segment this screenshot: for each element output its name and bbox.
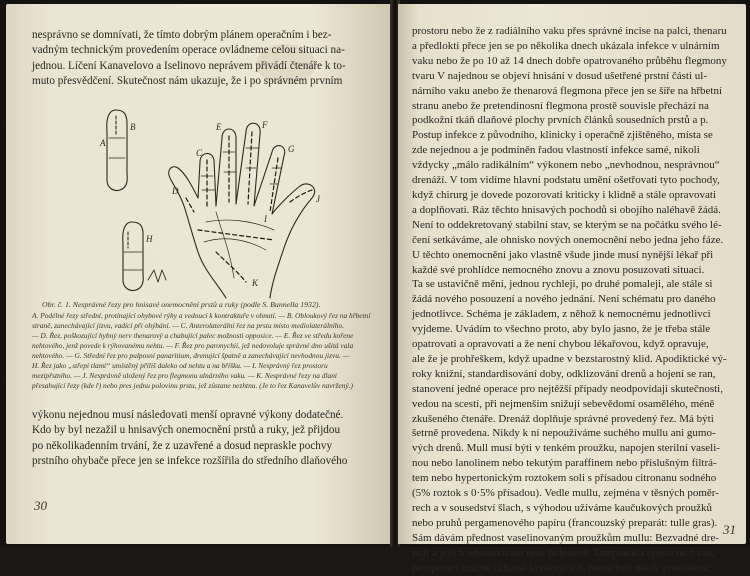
caption-line: přesahující řezy (kde ř) nebo pres jednu polovinu prstu, jež zůstane nezhtnu. (Je to řez Kanavelův navržený.): [32, 381, 353, 390]
caption-line: H. Řez jako „střepí tlamí“ umístěný příliš daleko od nehtu a na bříšku. — I. Nesprávný řez prostoru: [32, 361, 328, 370]
text-line: každé své prohlídce nemocného znovu a znovu posuzovati situaci.: [412, 263, 705, 276]
text-line: a předloktí přece jen se po několika dnech ukázala infekce v ulnárním: [412, 39, 720, 52]
text-line: prstního ohybače přece jen se infekce rozšířila do středního dlaňového: [32, 454, 348, 467]
right-paragraph: [412, 24, 742, 576]
text-line: drenáží. V tom vidíme hlavní podstatu umění ošetřovati tyto pochody,: [412, 174, 720, 187]
text-line: vadným technickým provedením operace ovládneme celou situaci na-: [32, 44, 345, 57]
left-page: [6, 4, 392, 544]
text-line: podkožní tkáň dlaňové plochy prvních článků sousedních prstů a p.: [412, 114, 709, 127]
text-line: opatrovati a opravovati a že není chybou lékařovou, když opravuje,: [412, 338, 709, 351]
text-line: Ta se ustavičně mění, jednou rychleji, po druhé pomaleji, ale stále si: [412, 278, 713, 291]
figure-label: K: [252, 278, 259, 288]
figure-label: J: [316, 194, 320, 204]
figure-label: C: [196, 148, 203, 158]
caption-line: mezipřstního. — J. Nesprávně uložený řez pro flegmonu ulnárního vaku. — K. Nesprávné řezy na dlani: [32, 371, 337, 380]
text-line: muto přesvědčení. Skutečnost nám ukazuje, že i po správném prvním: [32, 74, 343, 87]
text-line: nesprávno se domnívati, že tímto dobrým plánem operačním i bez-: [32, 29, 332, 41]
hand-incision-diagram-icon: [76, 102, 376, 298]
text-line: žádá nového posouzení a nového jednání. Není schématu pro daného: [412, 293, 716, 306]
text-line: tvaru V najednou se objeví hnisání v dosud ušetřené prstní části ul-: [412, 69, 708, 82]
figure-label: D: [172, 186, 179, 196]
text-line: U těchto onemocnění jako vlastně všude jinde musí nynější lékař při: [412, 248, 714, 261]
figure-caption: [32, 300, 370, 391]
text-line: nují a jejich odstraňování není bolestivé. Tamponáda operačních ran,: [412, 546, 715, 559]
hand-incision-figure: [76, 102, 376, 298]
left-top-paragraph: [32, 28, 370, 89]
text-line: prostoru nebo že z radiálního vaku přes správné incise na palci, thenaru: [412, 25, 727, 37]
text-line: Postup infekce z původního, klinicky i operačně zjištěného, místa se: [412, 129, 713, 142]
figure-label: H: [146, 234, 153, 244]
page-number-right: 31: [723, 522, 736, 537]
text-line: nou nebo lanolinem nebo tekutým paraffinem nebo příslušným filtrá-: [412, 457, 717, 470]
left-bottom-paragraph: [32, 408, 370, 469]
text-line: výkonu nejednou musí následovati menší opravné výkony dodatečné.: [32, 409, 344, 421]
text-line: vaku nebo že po 10 až 14 dnech dobře opatrovaného průběhu flegmony: [412, 54, 727, 67]
text-line: tem nebo hypertonickým roztokem soli s přísadou citronanu sodného: [412, 472, 717, 485]
caption-line: nehtového. — G. Střední řez pro pulposní panaritium, drenující špatně a zanechávající nevhodnou jizvu. —: [32, 351, 350, 360]
text-line: vých drenů. Mull musí býti v tenkém proužku, napojen sterilní vaseli-: [412, 442, 720, 455]
text-line: nebo pruhů pergamenového papíru (francouzský preparát: tulle gras).: [412, 516, 718, 529]
text-line: Kdo by byl nezažil u hnisavých onemocnění prstů a ruky, jež přijdou: [32, 424, 341, 437]
text-line: Není to oddekretovaný stabilní stav, se kterým se na počátku svého lé-: [412, 218, 722, 231]
caption-title: Obr. č. 1. Nesprávné řezy pro hnisavé onemocnění prstů a ruky (podle S. Bunnella 1932).: [42, 300, 321, 309]
right-page: [398, 4, 746, 574]
text-line: po několikadenním trvání, že z uzavřené a dosud nepraskle pochvy: [32, 439, 333, 452]
page-number-left: 30: [34, 498, 47, 513]
text-line: šetrně provedena. Nikdy k ní nepoužíváme suchého mullu ani gumo-: [412, 427, 716, 440]
text-line: a doplňovati. Ráz těchto hnisavých pochodů si obojího naléhavě žádá.: [412, 203, 721, 216]
text-line: stranu anebo že pretendinosní flegmona prostě souvisle přechází na: [412, 99, 709, 112]
figure-label: A: [100, 138, 106, 148]
text-line: (5% roztok s 0·5% přísadou). Vedle mullu, zejména v těsných poměr-: [412, 487, 719, 500]
text-line: vyjdeme. Uvádím to všechno proto, aby bylo jasno, že je třeba stále: [412, 323, 711, 336]
figure-label: B: [130, 122, 136, 132]
text-line: když chirurg je dovede pozorovati kriticky i klidně a stále opravovati: [412, 188, 717, 201]
text-line: rech a v sousedství šlach, s výhodou užíváme kaučukových proužků: [412, 502, 712, 514]
text-line: jednou. Líčení Kanavelovo a Iselinovo neprávem přivádí čtenáře k to-: [32, 59, 346, 72]
text-line: ale že je prohřeškem, když upadne v bezstarostný klid. Apodiktické vý-: [412, 352, 727, 365]
text-line: jednotlivce. Schéma je základem, z něhož k nemocnému jednotlivci: [412, 308, 711, 321]
text-line: vždycky „málo radikálním“ výkonem nebo „nevhodnou, nesprávnou“: [412, 159, 720, 172]
text-line: zde nejednou a je podmíněn řadou vlastností infekce samé, nikoli: [412, 144, 700, 157]
text-line: stanovení jedné operace pro nejtěžší případy neodpovídají skutečnosti,: [412, 382, 723, 395]
caption-line: straně, zanechávající jizvu, vadící při ohýbání. — C. Anterolaterální řez na prstu místo mediolaterálního.: [32, 321, 345, 330]
caption-line: nehtového, jenž povede k rýhovanému nehtu. — F. Řez pro paronychii, jež nedovoluje správné dno ušitá vala: [32, 341, 354, 350]
caption-line: — D. Řez, poškozující hybný nerv thenarový a chabující palec možnosti opposice. — E. Řez ve středu kořene: [32, 331, 354, 340]
text-line: Sám dávám přednost vaselinovaným proužkům mullu: Bezvadné dre-: [412, 531, 720, 544]
text-line: nárního vaku anebo že thenarová flegmona přece jen se šíře na hřbetní: [412, 84, 723, 97]
figure-label: G: [288, 144, 295, 154]
caption-line: A. Podélné řezy střední, protínající ohybové rýhy a vedoucí k kontraktuře v ohnutí. — B. Obloukový řez na hřbetní: [32, 311, 371, 320]
text-line: roky knižní, standardisování doby, odklizování drenů a hojení se ran,: [412, 367, 716, 380]
text-line: zkušeného čtenáře. Drenáž doplňuje správné provedený řez. Má býti: [412, 412, 714, 425]
text-line: vedou na scestí, při nejmenším snižují sebevědomí osamělého, méně: [412, 397, 715, 410]
figure-label: I: [264, 214, 267, 224]
text-line: po operaci značně difusně krvácejících, nemá býti nikdy prováděna;: [412, 561, 712, 574]
text-line: čení setkáváme, ale ohnisko nových onemocnění nebo jedna jeho fáze.: [412, 233, 724, 246]
figure-label: E: [216, 122, 222, 132]
figure-label: F: [262, 120, 268, 130]
